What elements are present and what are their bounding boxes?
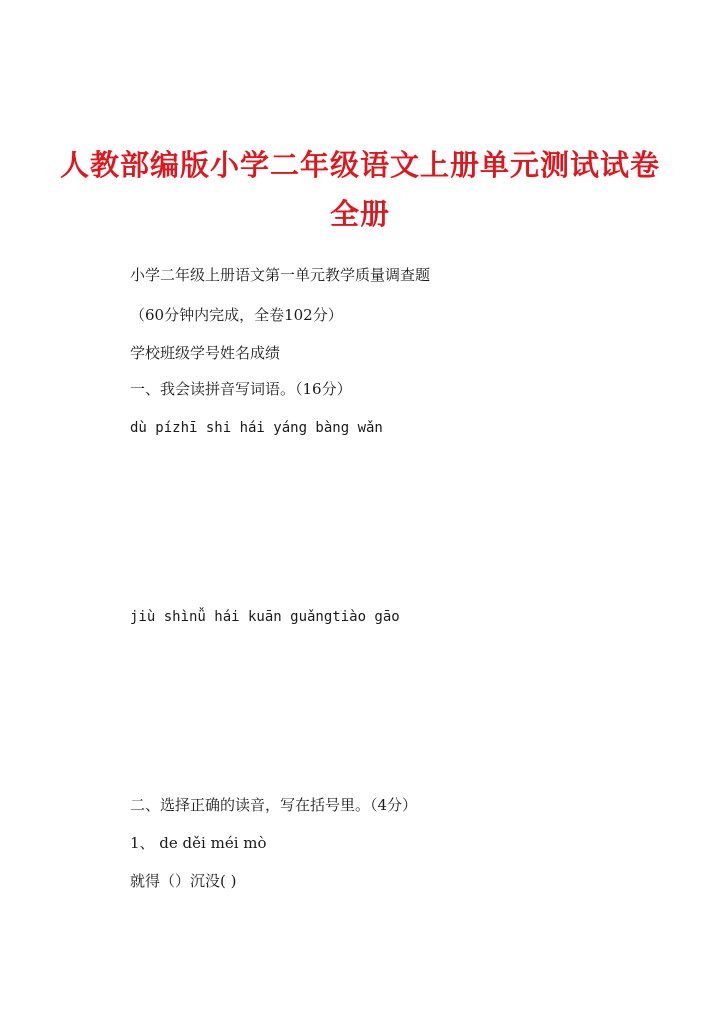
section-2-heading: 二、选择正确的读音，写在括号里。（4分） — [130, 796, 418, 814]
pinyin-row-2: jiù shìnǚ hái kuān guǎngtiào gāo — [130, 609, 400, 625]
section-1-heading: 一、我会读拼音写词语。（16分） — [130, 380, 352, 398]
time-and-score-note: （60分钟内完成，全卷102分） — [130, 306, 343, 324]
pinyin-row-1: dù pízhī shi hái yáng bàng wǎn — [130, 420, 383, 436]
question-1-words: 就得（）沉没( ) — [130, 872, 237, 890]
question-1-pinyin: 1、 de děi méi mò — [130, 834, 267, 852]
student-info-line: 学校班级学号姓名成绩 — [130, 344, 281, 362]
exam-subtitle: 小学二年级上册语文第一单元教学质量调查题 — [130, 266, 431, 284]
document-title-line-2: 全册 — [329, 197, 390, 231]
document-title-line-1: 人教部编版小学二年级语文上册单元测试试卷 — [59, 148, 660, 182]
